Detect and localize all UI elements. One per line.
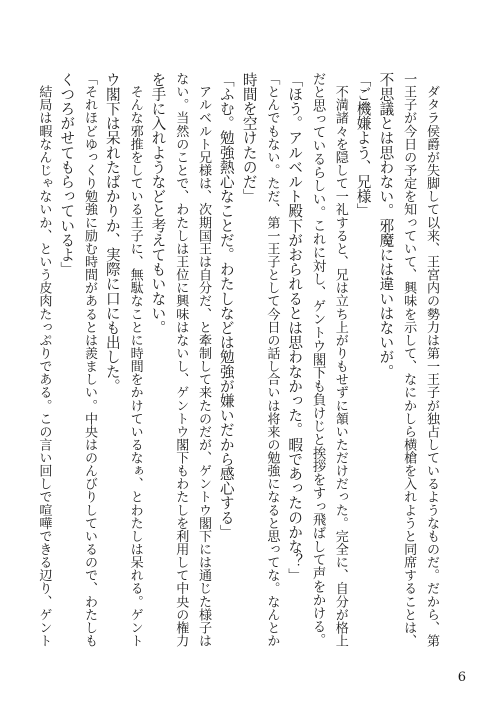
- text-line: ウ閣下は呆れたばかりか、実際に口にも出した。: [103, 72, 121, 394]
- text-line: 「ほう。アルベルト殿下がおられるとは思わなかった。暇であったのかな？」: [286, 72, 304, 583]
- text-line: 「それほどゆっくり勉強に励む時間があるとは羨ましい。中央はのんびりしているので、わたしも: [82, 72, 98, 648]
- text-line: アルベルト兄様は、次期国王は自分だ、と牽制して来たのだが、ゲントウ閣下には通じた様子は: [196, 72, 212, 648]
- text-line: だと思っているらしい。これに対し、ゲントウ閣下も負けじと挨拶をすっ飛ばして声をかける。: [310, 72, 326, 647]
- text-line: 不思議とは思わない。邪魔には違いはないが。: [377, 72, 395, 379]
- text-line: ない。当然のことで、わたしは王位に興味はないし、ゲントウ閣下もわたしを利用して中央の権力: [173, 72, 189, 648]
- text-line: 不満諸々を隠して一礼すると、兄は立ち上がりもせずに頷いただけだった。完全に、自分が格上: [332, 72, 348, 648]
- text-line: くつろがせてもらっているよ」: [58, 72, 76, 277]
- text-line: 「ご機嫌よう、兄様」: [354, 72, 372, 218]
- text-line: 一王子が今日の予定を知っていて、興味を示して、なにかしら横槍を入れようと同席することは、: [401, 72, 417, 648]
- text-line: ダタラ侯爵が失脚して以来、王宮内の勢力は第一王子が独占しているようなものだ。だから、第: [424, 72, 439, 648]
- text-line: 「とんでもない。ただ、第一王子として今日の話し合いは将来の勉強になると思ってな。なんとか: [264, 72, 280, 648]
- text-line: 結局は暇なんじゃないか、という皮肉たっぷりである。この言い回しで喧嘩できる辺り、ゲント: [36, 72, 52, 648]
- text-line: 時間を空けたのだ」: [240, 72, 258, 204]
- page-number: 6: [457, 670, 466, 685]
- text-line: を手に入れようなどと考えてもいない。: [149, 72, 167, 335]
- vertical-text-body: [36, 72, 442, 648]
- text-line: 「ふむ。勉強熱心なことだ。わたしなどは勉強が嫌いだから感心する」: [217, 72, 235, 540]
- text-line: そんな邪推をしている王子に、無駄なことに時間をかけているなぁ、とわたしは呆れる。ゲント: [127, 72, 143, 648]
